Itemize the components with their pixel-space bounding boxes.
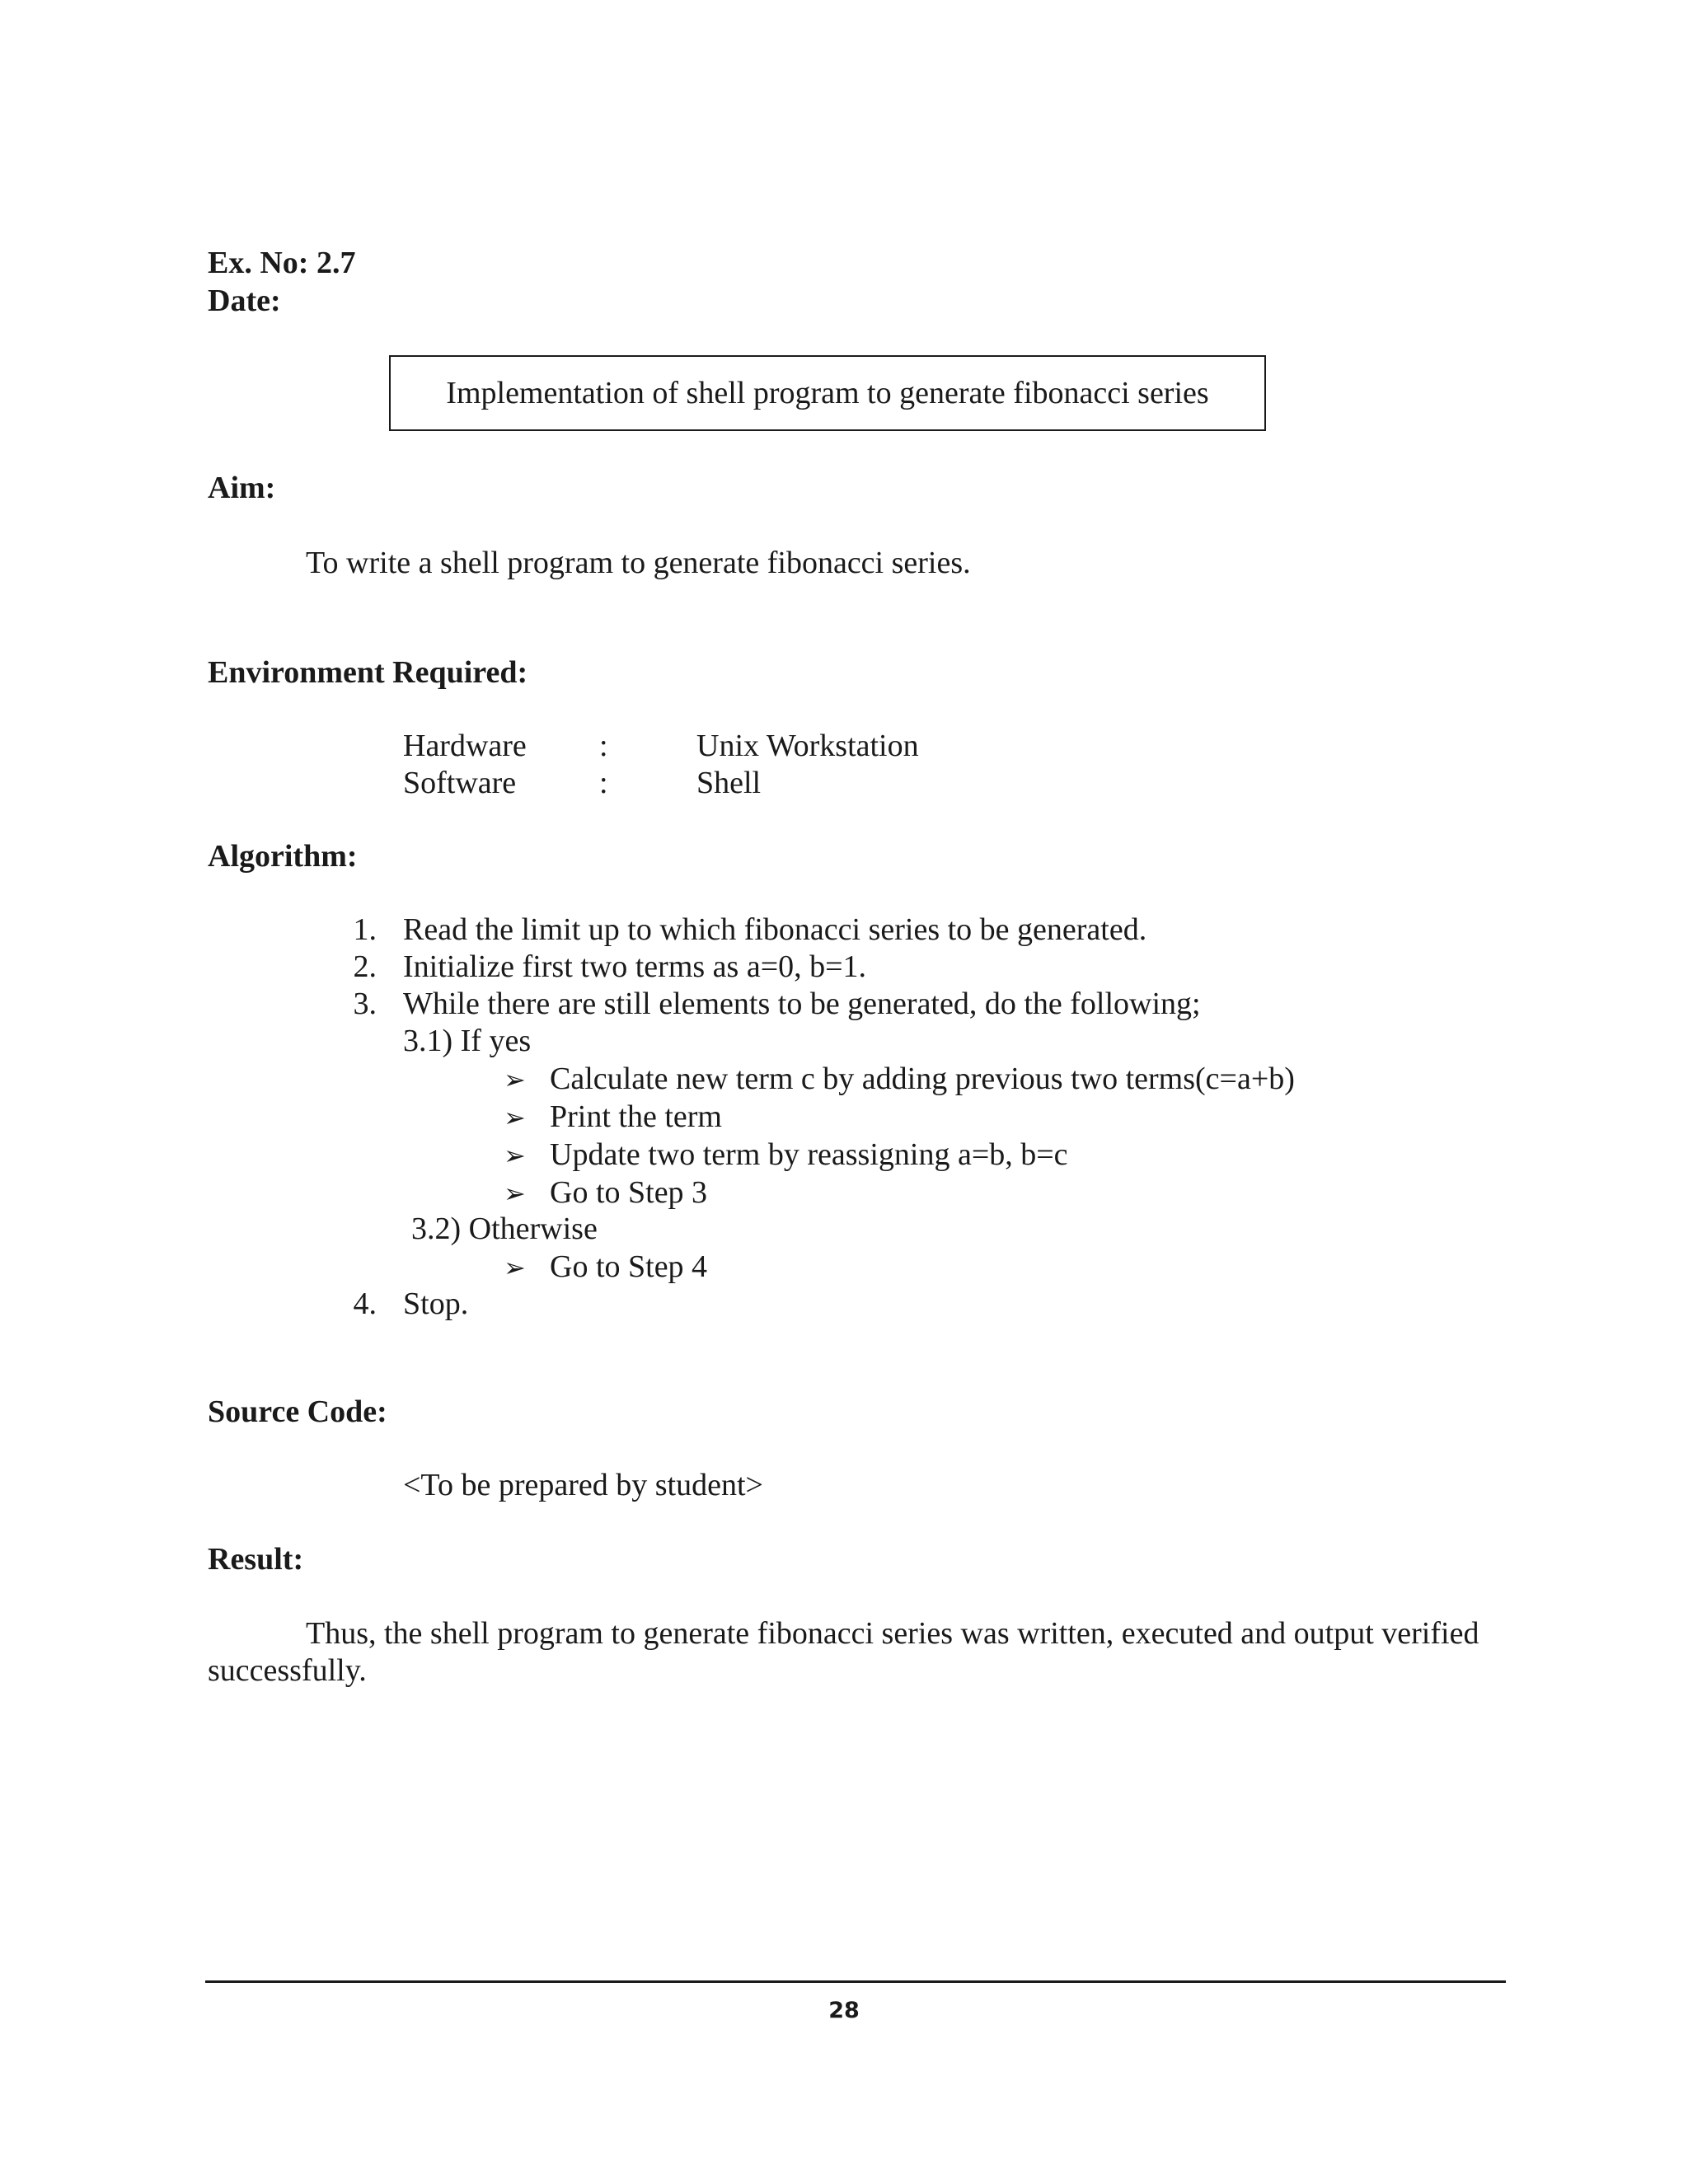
env-value: Unix Workstation (696, 729, 919, 763)
arrow-bullet-icon: ➢ (504, 1102, 526, 1133)
bullet-text: Print the term (550, 1099, 722, 1134)
result-text-line2: successfully. (208, 1653, 367, 1688)
step-text: Stop. (403, 1286, 469, 1321)
algorithm-heading: Algorithm: (208, 839, 358, 874)
env-separator: : (599, 766, 608, 800)
arrow-bullet-icon: ➢ (504, 1064, 526, 1095)
title-box (389, 355, 1266, 431)
env-separator: : (599, 729, 608, 763)
step-text: While there are still elements to be generated, do the following; (403, 987, 1201, 1021)
arrow-bullet-icon: ➢ (504, 1178, 526, 1209)
step-text: Initialize first two terms as a=0, b=1. (403, 949, 867, 984)
bullet-text: Update two term by reassigning a=b, b=c (550, 1137, 1068, 1172)
page-number: 28 (828, 1998, 860, 2023)
aim-heading: Aim: (208, 471, 276, 505)
date-label: Date: (208, 284, 281, 318)
env-label: Hardware (403, 729, 527, 763)
substep-if: 3.1) If yes (403, 1024, 532, 1058)
step-number: 2. (353, 949, 377, 984)
bullet-text: Calculate new term c by adding previous two terms(c=a+b) (550, 1062, 1295, 1096)
result-heading: Result: (208, 1542, 304, 1577)
bullet-text: Go to Step 3 (550, 1175, 708, 1210)
env-value: Shell (696, 766, 762, 800)
source-code-placeholder: <To be prepared by student> (403, 1468, 763, 1502)
substep-otherwise: 3.2) Otherwise (411, 1212, 598, 1246)
footer-rule (205, 1980, 1506, 1983)
environment-heading: Environment Required: (208, 655, 528, 690)
source-code-heading: Source Code: (208, 1394, 387, 1429)
env-label: Software (403, 766, 517, 800)
step-number: 1. (353, 912, 377, 947)
aim-text: To write a shell program to generate fibonacci series. (306, 546, 971, 580)
exercise-number: Ex. No: 2.7 (208, 246, 356, 280)
step-text: Read the limit up to which fibonacci series to be generated. (403, 912, 1147, 947)
step-number: 4. (353, 1286, 377, 1321)
arrow-bullet-icon: ➢ (504, 1140, 526, 1171)
result-text-line1: Thus, the shell program to generate fibonacci series was written, executed and output verified (306, 1616, 1479, 1651)
bullet-text: Go to Step 4 (550, 1249, 708, 1284)
step-number: 3. (353, 987, 377, 1021)
arrow-bullet-icon: ➢ (504, 1252, 526, 1283)
document-title: Implementation of shell program to generate fibonacci series (446, 376, 1209, 410)
